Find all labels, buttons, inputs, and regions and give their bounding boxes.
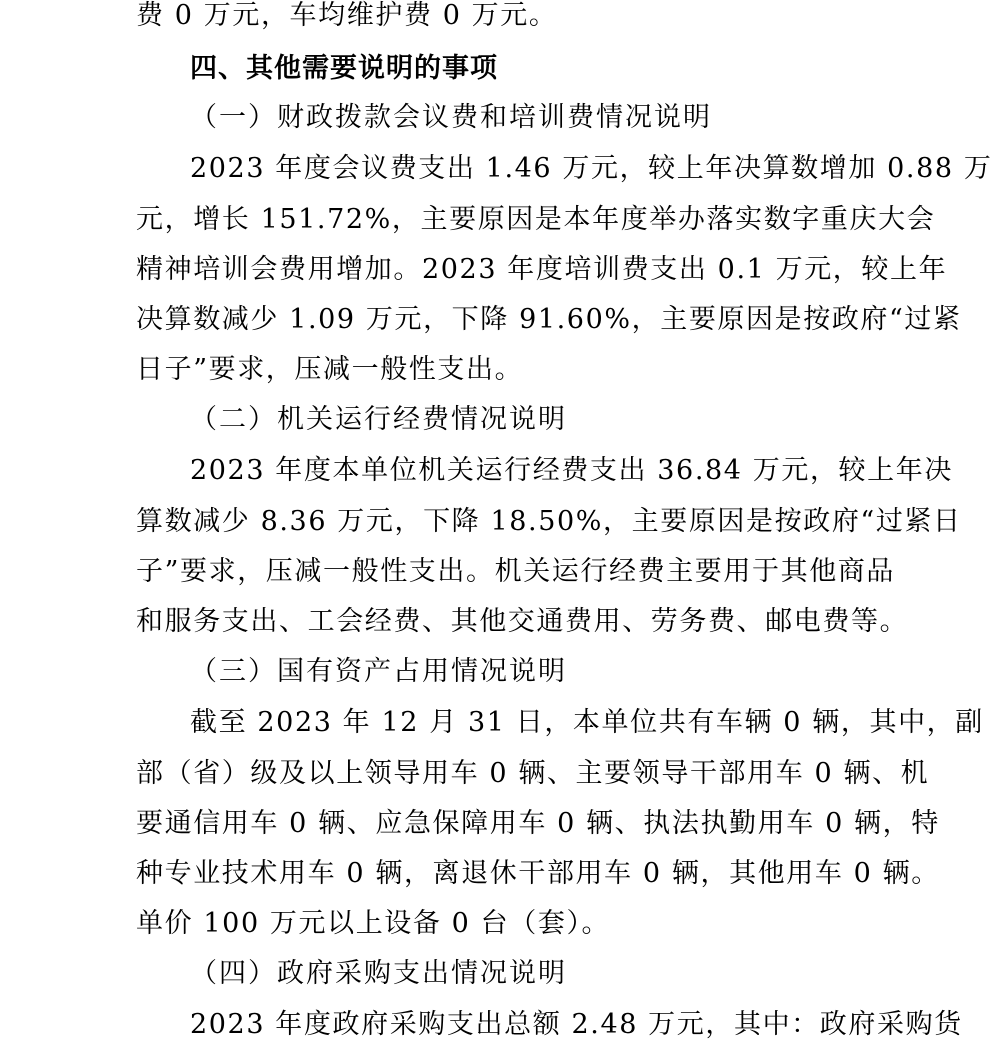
subsection-heading: （四）政府采购支出情况说明 <box>190 958 567 989</box>
subsection-heading: （二）机关运行经费情况说明 <box>190 404 567 435</box>
paragraph-line: 2023 年度本单位机关运行经费支出 36.84 万元，较上年决 <box>190 455 953 486</box>
subsection-heading: （三）国有资产占用情况说明 <box>190 656 567 687</box>
subsection-heading: （一）财政拨款会议费和培训费情况说明 <box>190 102 712 133</box>
paragraph-line: 和服务支出、工会经费、其他交通费用、劳务费、邮电费等。 <box>136 606 909 637</box>
paragraph-line: 部（省）级及以上领导用车 0 辆、主要领导干部用车 0 辆、机 <box>136 758 930 789</box>
section-heading: 四、其他需要说明的事项 <box>190 53 498 84</box>
paragraph-line: 要通信用车 0 辆、应急保障用车 0 辆、执法执勤用车 0 辆，特 <box>136 808 940 839</box>
paragraph-line: 截至 2023 年 12 月 31 日，本单位共有车辆 0 辆，其中，副 <box>190 707 984 738</box>
paragraph-line: 日子”要求，压减一般性支出。 <box>136 354 524 385</box>
paragraph-line: 决算数减少 1.09 万元，下降 91.60%，主要原因是按政府“过紧 <box>136 304 962 335</box>
paragraph-line: 费 0 万元，车均维护费 0 万元。 <box>136 0 558 31</box>
paragraph-line: 算数减少 8.36 万元，下降 18.50%，主要原因是按政府“过紧日 <box>136 506 962 537</box>
paragraph-line: 精神培训会费用增加。2023 年度培训费支出 0.1 万元，较上年 <box>136 254 948 285</box>
paragraph-line: 元，增长 151.72%，主要原因是本年度举办落实数字重庆大会 <box>136 204 936 235</box>
paragraph-line: 子”要求，压减一般性支出。机关运行经费主要用于其他商品 <box>136 556 896 587</box>
paragraph-line: 2023 年度政府采购支出总额 2.48 万元，其中：政府采购货 <box>190 1009 963 1040</box>
paragraph-line: 单价 100 万元以上设备 0 台（套）。 <box>136 908 611 939</box>
paragraph-line: 种专业技术用车 0 辆，离退休干部用车 0 辆，其他用车 0 辆。 <box>136 858 940 889</box>
paragraph-line: 2023 年度会议费支出 1.46 万元，较上年决算数增加 0.88 万 <box>190 153 993 184</box>
